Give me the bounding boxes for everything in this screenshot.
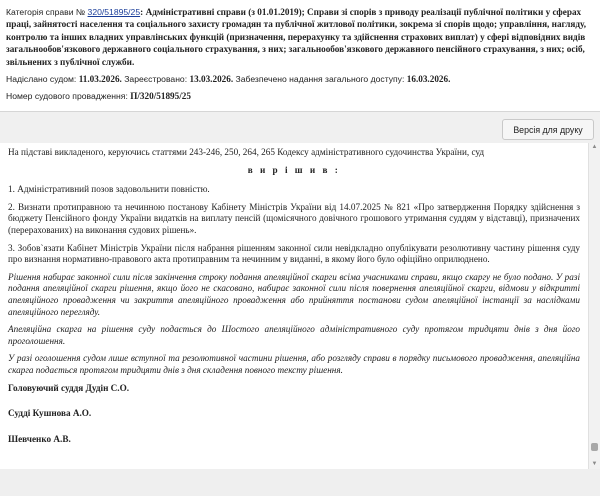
sent-date: 11.03.2026. bbox=[78, 74, 122, 85]
bottom-margin bbox=[0, 469, 600, 496]
toolbar bbox=[0, 112, 600, 143]
judge-2: Судді Кушнова А.О. bbox=[8, 408, 92, 419]
access-label: Забезпечено надання загального доступу: bbox=[235, 74, 405, 85]
proceeding-number: П/320/51895/25 bbox=[130, 91, 191, 102]
italic-paragraph-3: У разі оголошення судом лише вступної та резолютивної частини рішення, або розгляду справи в порядку письмового провадження, апеляційна скарга подається протягом тридцяти днів з дня складення повного тексту рішення. bbox=[8, 353, 580, 375]
decided-heading: в и р і ш и в : bbox=[247, 164, 341, 175]
registered-label: Зареєстровано: bbox=[124, 74, 188, 85]
scroll-up-arrow-icon[interactable]: ▲ bbox=[591, 144, 598, 150]
case-number-link[interactable]: 320/51895/25 bbox=[87, 7, 141, 17]
intro-paragraph: На підставі викладеного, керуючись статтями 243-246, 250, 264, 265 Кодексу адміністративного судочинства України, суд bbox=[8, 147, 485, 157]
paragraph-1: 1. Адміністративний позов задовольнити повністю. bbox=[8, 184, 210, 195]
case-category: Категорія справи № 320/51895/25: Адміністративні справи (з 01.01.2019); Справи зі спорів з приводу реалізації публічної політики у сферах праці, зайнятості населення та соціального захисту громадян та публічної житлової політики, зокрема зі спорів щодо; управління, нагляду, контролю та інших владних управлінських функцій (призначення, перерахунку та здійснення страхових виплат) у сфері відповідних видів загальнообов'язкового державного соціального страхування, з них; загальнообов'язкового державного пенсійного страхування, з них; осіб, звільнених з публічної служби. bbox=[6, 7, 586, 67]
case-info-header bbox=[0, 0, 600, 112]
paragraph-3: 3. Зобов`язати Кабінет Міністрів України після набрання рішенням законної сили невідкладно опублікувати резолютивну частину рішення суду про визнання нормативно-правового акта протиправним та нечинним у виданні, в якому його було офіційно оприлюднено. bbox=[8, 242, 580, 265]
scroll-down-arrow-icon[interactable]: ▼ bbox=[591, 461, 598, 467]
decision-text bbox=[0, 143, 588, 469]
print-version-button[interactable]: Версія для друку bbox=[502, 119, 594, 140]
category-label: Категорія справи № bbox=[6, 7, 86, 17]
judge-3: Шевченко А.В. bbox=[8, 433, 71, 444]
scroll-thumb[interactable] bbox=[591, 443, 598, 451]
italic-paragraph-1: Рішення набирає законної сили після закінчення строку подання апеляційної скарги всіма учасниками справи, якщо скаргу не було подано. У разі подання апеляційної скарги рішення, якщо його не скасовано, набирає законної сили після повернення апеляційної скарги, відмови у відкритті апеляційного провадження чи закриття апеляційного провадження або прийняття постанови судом апеляційної інстанції за наслідками апеляційного перегляду. bbox=[8, 271, 580, 317]
proceeding-info bbox=[6, 90, 590, 102]
case-dates bbox=[6, 73, 590, 85]
document-scrollbar[interactable] bbox=[588, 143, 600, 469]
sent-label: Надіслано судом: bbox=[6, 74, 77, 85]
presiding-judge: Головуючий суддя Дудін С.О. bbox=[8, 382, 130, 393]
category-text: Адміністративні справи (з 01.01.2019); Справи зі спорів з приводу реалізації публічної політики у сферах праці, зайнятості населення та соціального захисту громадян та публічної житлової політики, зокрема зі спорів щодо; управління, нагляду, контролю та інших владних управлінських функцій (призначення, перерахунку та здійснення страхових виплат) у сфері відповідних видів загальнообов'язкового державного соціального страхування, з них; загальнообов'язкового державного пенсійного страхування, з них; осіб, звільнених з публічної служби. bbox=[6, 7, 586, 67]
access-date: 16.03.2026. bbox=[406, 74, 451, 85]
proceeding-label: Номер судового провадження: bbox=[6, 91, 128, 102]
italic-paragraph-2: Апеляційна скарга на рішення суду подається до Шостого апеляційного адміністративного суду протягом тридцяти днів з дня його проголошення. bbox=[8, 324, 580, 346]
paragraph-2: 2. Визнати протиправною та нечинною постанову Кабінету Міністрів України від 14.07.2025 № 821 «Про затвердження Порядку здійснення з бюджету Пенсійного фонду України видатків на виплату пенсій (щомісячного довічного грошового утримання суддям у відставці), призначених (перерахованих) на виконання судових рішень». bbox=[8, 201, 580, 235]
registered-date: 13.03.2026. bbox=[189, 74, 234, 85]
